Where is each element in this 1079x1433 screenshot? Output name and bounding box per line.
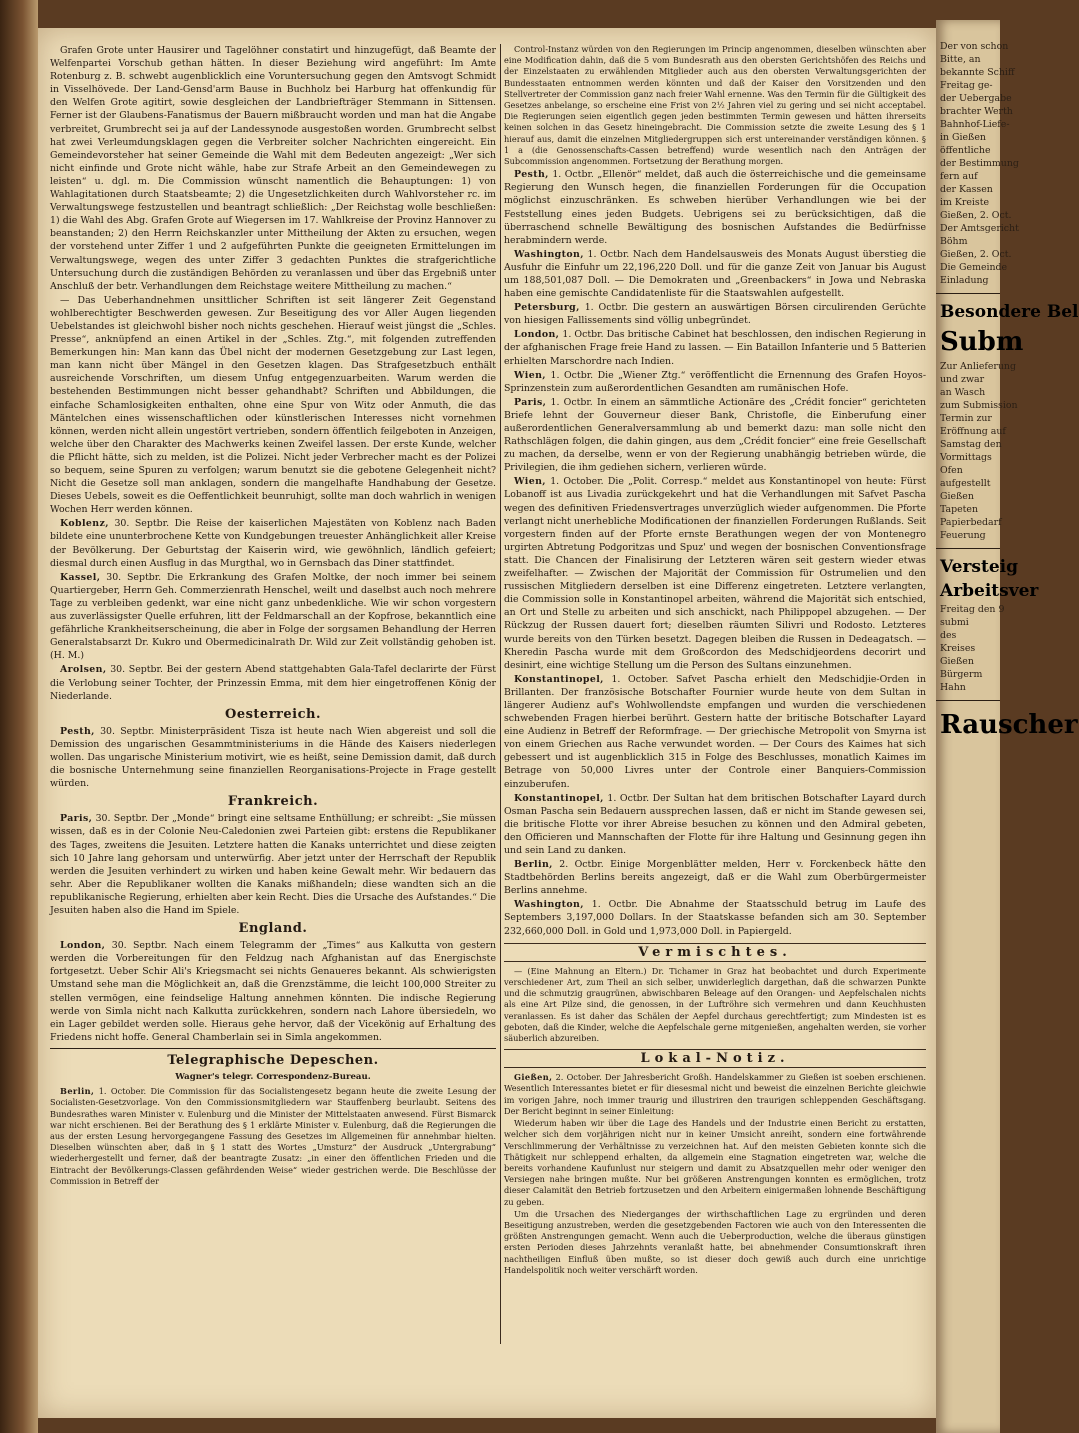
edge-line: des <box>940 630 957 641</box>
left-column <box>50 44 496 1188</box>
heading-vermischtes: Vermischtes. <box>504 943 926 962</box>
edge-line: Bahnhof-Liefe- <box>940 119 1010 130</box>
edge-line: Samstag den <box>940 439 1002 450</box>
article-wien-1 <box>504 369 926 395</box>
place-london: London, <box>60 940 106 952</box>
article-konstantinopel-2 <box>504 792 926 857</box>
article-pesth-1 <box>50 725 496 790</box>
edge-line: Bitte, an <box>940 54 981 65</box>
subheading-bureau: Wagner's telegr. Correspondenz-Bureau. <box>175 1072 371 1083</box>
heading-frankreich: Frankreich. <box>227 794 319 810</box>
edge-line: Der Amtsgericht <box>940 223 1019 234</box>
wien-text: 1. October. Die „Polit. Corresp.“ meldet aus Konstantinopel von heute: Fürst Lobanoff ist aus Livadia zurückgekehrt und hat die Verhandlungen mit Safvet Pascha wegen des definitiven Friedensvertrages unverzüglich wieder aufgenommen. Die Pforte verlangt nicht unerhebliche Modificationen der finanziellen Forderungen Rußlands. Seit vorgestern finden auf der Pforte ernste Berathungen wegen der von Montenegro urgirten Abtretung Podgoritzas und Spuz' und wegen der bosnischen Conventionsfrage statt. Die Chancen der Finalisirung der Letzteren wären seit gestern wieder etwas zweifelhafter. — Zwischen der Majorität der Commission für Ostrumelien und den russischen Mitgliedern derselben ist eine Differenz eingetreten. Letztere verlangten, die Commission solle in Konstantinopel arbeiten, während die Majorität sich entschied, an Ort und Stelle zu arbeiten und sich anschickt, nach Philippopel abzugehen. — Der Rückzug der Russen dauert fort; dieselben räumten Silivri und Rodosto. Letzteres wurde bereits von den Türken besetzt. Dagegen bleiben die Russen in Dedeagatsch. — Kheredin Pascha wurde mit dem Großcordon des Medschidjeordens decorirt und desinirt, eine wichtige Stellung um die Person des Sultans einzunehmen. <box>504 476 927 671</box>
edge-line: der Kassen <box>940 184 993 195</box>
berlin-text: 1. October. Die Commission für das Socialistengesetz begann heute die zweite Lesung der Socialisten-Gesetzvorlage. Von den Commissionsmitgliedern war Stauffenberg beurlaubt. Seitens des Bundesrathes waren Minister v. Eulenburg und die Minister der Mittelstaaten anwesend. Fürst Bismarck war nicht erschienen. Bei der Berathung des § 1 erklärte Minister v. Eulenburg, daß die Regierungen die aus der ersten Lesung hervorgegangene Fassung des Gesetzes im Allgemeinen für annehmbar hielten. Dieselben wünschten aber, daß in § 1 statt des Wortes „Umsturz“ der Ausdruck „Untergrabung“ wiederhergestellt und ferner, daß der beantragte Zusatz: „in einer den öffentlichen Frieden und die Eintracht der Bevölkerungs-Classen gefährdenden Weise“ wieder gestrichen werde. Die Beschlüsse der Commission in Betreff der <box>50 1086 496 1186</box>
next-page-edge <box>936 20 1079 1433</box>
place-pesth: Pesth, <box>514 169 549 181</box>
edge-line: bekannte Schiff <box>940 67 1015 78</box>
paris-text: 30. Septbr. Der „Monde“ bringt eine seltsame Enthüllung; er schreibt: „Sie müssen wissen, daß es in der Colonie Neu-Caledonien zwei Parteien gibt: erstens die Republikaner des Tages, zweitens die Jesuiten. Letztere hatten die Kanaks unterrichtet und diese zeigten sich 10 Jahre lang gehorsam und unterwürfig. Aber jetzt unter der Herrschaft der Republik werden die Jesuiten verhindert zu wirken und haben keine Gewalt mehr. Wir bedauern das sehr. Aber die Republikaner wollten die Kanaks mißhandeln; diese wandten sich an die republikanische Regierung, erhielten aber kein Recht. Dies die Ursache des Aufstandes.“ Die Jesuiten haben also die Hand im Spiele. <box>50 813 496 916</box>
edge-line: brachter Werth <box>940 106 1013 117</box>
article-paris-1 <box>50 812 496 917</box>
edge-line: Freitag den 9 <box>940 604 1005 615</box>
arolsen-text: 30. Septbr. Bei der gestern Abend stattgehabten Gala-Tafel declarirte der Fürst die Verlobung seiner Tochter, der Prinzessin Emma, mit dem hier eingetroffenen König der Niederlande. <box>50 664 496 702</box>
article-vermischtes: — (Eine Mahnung an Eltern.) Dr. Tichamer in Graz hat beobachtet und durch Experimente verschiedener Art, zum Theil an sich selber, unwiderleglich dargethan, daß die schwarzen Punkte und die schmutzig graugrünen, abwischbaren Beleage auf den Orangen- und Aepfelschalen nichts als eine Art Pilze sind, die genossen, in der Luftröhre sich vermehren und dann Keuchhusten veranlassen. Es ist daher das Schälen der Aepfel durchaus gerechtfertigt; zum Mindesten ist es geboten, daß die Kinder, welche die Aepfelschale gerne mitgenießen, angehalten werden, sie vorher säuberlich abzureiben. <box>504 965 926 1043</box>
right-column <box>504 44 926 1277</box>
edge-line: der Bestimmung <box>940 158 1019 169</box>
place-paris: Paris, <box>514 396 547 408</box>
london-text: 30. Septbr. Nach einem Telegramm der „Times“ aus Kalkutta von gestern werden die Vorbereitungen für den Feldzug nach Afghanistan auf das Energischste fortgesetzt. Ueber Schir Ali's Kriegsmacht sei nichts Genaueres bekannt. Als schwierigsten Umstand sehe man die Möglichkeit an, daß die Grenzstämme, die leicht 100,000 Streiter zu stellen vermögen, eine feindselige Haltung annehmen könnten. Die indische Regierung werde von Simla nicht nach Kalkutta zurückkehren, sondern nach Lahore übersiedeln, wo ein Lager gebildet werden solle. Hieraus gehe hervor, daß der Vicekönig auf Erhaltung des Friedens nicht hoffe. General Chamberlain sei in Simla angekommen. <box>50 940 496 1043</box>
giessen-text: 2. October. Der Jahresbericht Großh. Handelskammer zu Gießen ist soeben erschienen. Wesentlich Interessantes bietet er für diesesmal nicht und beweist die einzelnen Berichte gleichwie im vorigen Jahre, noch immer traurig und illustriren den traurigen schleppenden Geschäftsgang. Der Bericht beginnt in seiner Einleitung: <box>504 1072 926 1116</box>
article-grote: Grafen Grote unter Hausirer und Tagelöhner constatirt und hinzugefügt, daß Beamte der Welfenpartei Vorschub gethan hätten. In dieser Beziehung wird angeführt: Im Amte Rotenburg z. B. schwebt augenblicklich eine Voruntersuchung gegen den Amtsvogt Schmidt in Visselhövede. Der Land-Gensd'arm Bause in Buchholz bei Harburg hat offenkundig für den Welfen Grote agitirt, sowie desgleichen der Landbriefträger Stemmann in Sittensen. Ferner ist der Glaubens-Fanatismus der Bauern mißbraucht worden und man hat die Angabe verbreitet, Grumbrecht sei ja auf der Landessynode ausgestoßen worden. Grumbrecht selbst hat zwei Verleumdungsklagen gegen die Verbreiter solcher Nachrichten eingereicht. Ein Gemeindevorsteher hat seiner Gemeinde die Wahl mit dem Bedeuten angezeigt: „Wer sich nicht einfinde und Grote nicht wähle, habe zur Strafe Arbeit an den Gemeindewegen zu leisten“ u. dgl. m. Die Commission wünscht namentlich die Behauptungen: 1) von Wahlagitationen durch Staatsbeamte; 2) die Ungesetzlichkeiten durch Wahlvorsteher rc. im Verwaltungswege festzustellen und beantragt schließlich: „Der Reichstag wolle beschließen: 1) die Wahl des Abg. Grafen Grote auf Wiegersen im 17. Wahlkreise der Provinz Hannover zu beanstanden; 2) den Herrn Reichskanzler unter Mittheilung der Akten zu ersuchen, wegen der vorstehend unter Ziffer 1 und 2 aufgeführten Punkte die geeigneten Ermittelungen im Verwaltungswege, wegen des unter Ziffer 3 gedachten Punktes die strafgerichtliche Untersuchung durch die zuständigen Behörden zu veranlassen und über das Ergebniß unter Anschluß der betr. Verhandlungen dem Reichstage weitere Mittheilung zu machen.“ <box>50 45 496 292</box>
edge-line: Feuerung <box>940 530 986 541</box>
article-london-2 <box>504 328 926 367</box>
edge-line: Zur Anlieferung <box>940 361 1016 372</box>
edge-line: Eröffnung auf <box>940 426 1006 437</box>
koblenz-text: 30. Septbr. Die Reise der kaiserlichen Majestäten von Koblenz nach Baden bildete eine ununterbrochene Kette von Kundgebungen treuester Anhänglichkeit aller Kreise der Bevölkerung. Der Geburtstag der Kaiserin wird, wie gewöhnlich, ländlich gefeiert; diesmal durch einen Ausflug in das Murgthal, wo in Gernsbach das Diner stattfindet. <box>50 518 496 569</box>
place-wien: Wien, <box>514 476 546 488</box>
edge-line: Termin zur <box>940 413 992 424</box>
edge-line: Gießen <box>940 656 974 667</box>
edge-line: der Uebergabe <box>940 93 1012 104</box>
column-rule <box>500 44 501 1344</box>
place-petersburg: Petersburg, <box>514 302 580 314</box>
edge-divider <box>936 548 1000 549</box>
place-kassel: Kassel, <box>60 571 101 583</box>
article-konstantinopel-1 <box>504 673 926 791</box>
konstantinopel-text: 1. October. Safvet Pascha erhielt den Medschidjie-Orden in Brillanten. Der französische Botschafter Fournier wurde heute von dem Sultan in längerer Audienz auf's Wohlwollendste empfangen und wurden die verschiedenen schwebenden Fragen hierbei berührt. Gestern hatte der britische Botschafter Layard eine Audienz in Betreff der Reformfrage. — Der griechische Metropolit von Smyrna ist von einem Griechen aus Rache verwundet worden. — Der Cours des Kaimes hat sich gebessert und ist augenblicklich 315 in Folge des Beschlusses, monatlich Kaimes im Betrage von 50,000 Livres unter der Controle einer Banquiers-Commission einzuberufen. <box>504 673 926 790</box>
giessen-quote: Wiederum haben wir über die Lage des Handels und der Industrie einen Bericht zu erstatten, welcher sich dem vorjährigen nicht nur in keiner Umsicht anreiht, sondern eine fortwährende Verschlimmerung der Verhältnisse zu verzeichnen hat. Auf den meisten Gebieten konnte sich die Thätigkeit nur schleppend erhalten, da allgemein eine Stagnation eingetreten war, welche die bereits vorhandene Kaufunlust nur steigern und damit zu Absatzquellen mehr oder weniger den Versiegen nahe bringen mußte. Nur bei größeren Anstrengungen konnten es ermöglichen, trotz dieser Calamität den Betrieb fortzusetzen und den Arbeitern einigermaßen lohnende Beschäftigung zu geben. <box>504 1118 926 1207</box>
article-paris-2 <box>504 396 926 475</box>
edge-line: Böhm <box>940 236 968 247</box>
article-washington-1 <box>504 248 926 300</box>
place-konstantinopel: Konstantinopel, <box>514 792 604 804</box>
pesth-text: 1. Octbr. „Ellenör“ meldet, daß auch die österreichische und die gemeinsame Regierung den Wunsch hegen, die finanziellen Forderungen für die Occupation möglichst einzuschränken. Es schweben hierüber Verhandlungen wie bei der Feststellung eines jeden Budgets. Uebrigens sei zu berücksichtigen, daß die überraschend schnelle Bewältigung des bosnischen Aufstandes die Bedürfnisse herabmindern werde. <box>504 169 926 246</box>
edge-line: Bürgerm <box>940 669 983 680</box>
book-spine <box>0 0 38 1433</box>
article-berlin-1 <box>50 1086 496 1187</box>
london-text: 1. Octbr. Das britische Cabinet hat beschlossen, den indischen Regierung in der afghanischen Frage freie Hand zu lassen. — Ein Bataillon Infanterie und 5 Batterien erhielten Marschordre nach Indien. <box>504 329 926 367</box>
edge-line: Der von schon <box>940 41 1009 52</box>
edge-heading-besondere: Besondere Bel <box>940 302 1079 322</box>
heading-telegraphisch: Telegraphische Depeschen. <box>167 1052 379 1068</box>
berlin-text: 2. Octbr. Einige Morgenblätter melden, Herr v. Forckenbeck hätte den Stadtbehörden Berlins bereits angezeigt, daß er die Wahl zum Oberbürgermeister Berlins annehme. <box>504 859 927 897</box>
edge-line: im Kreiste <box>940 197 990 208</box>
place-berlin: Berlin, <box>514 859 553 871</box>
place-konstantinopel: Konstantinopel, <box>514 673 604 685</box>
article-wien-2 <box>504 475 926 671</box>
edge-heading-arbeitsvergebung: Arbeitsver <box>940 581 1039 601</box>
edge-line: Tapeten <box>940 504 979 515</box>
edge-line: Die Gemeinde <box>940 262 1008 273</box>
edge-divider <box>936 700 1000 701</box>
place-pesth: Pesth, <box>60 725 95 737</box>
place-washington: Washington, <box>514 248 584 260</box>
edge-line: submi <box>940 617 969 628</box>
article-petersburg <box>504 301 926 327</box>
edge-line: an Wasch <box>940 387 986 398</box>
edge-text-bottom <box>936 603 1005 694</box>
edge-line: Gießen, 2. Oct. <box>940 249 1012 260</box>
article-giessen <box>504 1072 926 1117</box>
edge-line: in Gießen <box>940 132 986 143</box>
place-arolsen: Arolsen, <box>60 664 107 676</box>
place-washington: Washington, <box>514 899 584 911</box>
article-berlin-2 <box>504 858 926 897</box>
article-washington-2 <box>504 898 926 937</box>
pesth-text: 30. Septbr. Ministerpräsident Tisza ist heute nach Wien abgereist und soll die Demission des ungarischen Gesammtministeriums in die Hände des Kaisers niederlegen wollen. Das ungarische Ministerium motivirt, wie es heißt, seine Demission damit, daß durch die bosnische Unternehmung seine finanziellen Reorganisations-Projecte in Frage gestellt würden. <box>50 725 496 790</box>
edge-text-top <box>936 40 1019 287</box>
edge-line: Freitag ge- <box>940 80 993 91</box>
article-koblenz <box>50 517 496 569</box>
place-koblenz: Koblenz, <box>60 518 109 530</box>
heading-england: England. <box>238 921 308 937</box>
edge-heading-versteigerung: Versteig <box>940 557 1018 577</box>
edge-line: zum Submission <box>940 400 1018 411</box>
place-paris: Paris, <box>60 813 93 825</box>
article-pesth-2 <box>504 168 926 247</box>
place-berlin: Berlin, <box>60 1086 95 1097</box>
edge-line: öffentliche <box>940 145 991 156</box>
edge-line: Kreises <box>940 643 976 654</box>
edge-line: Einladung <box>940 275 989 286</box>
kassel-text: 30. Septbr. Die Erkrankung des Grafen Moltke, der noch immer bei seinem Quartiergeber, Herrn Geh. Commerzienrath Henschel, weilt und daselbst auch noch mehrere Tage zu verbleiben gedenkt, war eine nicht ganz unbedenkliche. Wie wir schon vorgestern aus zuverlässigster Quelle erfuhren, litt der Feldmarschall an der Kopfrose, bekanntlich eine gefährliche Krankheitserscheinung, die aber in Folge der sorgsamen Behandlung der Herren Generalstabsarzt Dr. Kukro und Obermedicinalrath Dr. Wild zur Zeit vollständig gehoben ist. (H. M.) <box>50 571 496 662</box>
washington-text: 1. Octbr. Nach dem Handelsausweis des Monats August überstieg die Ausfuhr die Einfuhr um 22,196,220 Doll. und für die ganze Zeit von Januar bis August um 188,501,087 Doll. — Die Demokraten und „Greenbackers“ in Jowa und Nebraska haben eine gemischte Candidatenliste für die Staatswahlen aufgestellt. <box>504 248 926 300</box>
article-control-instanz: Control-Instanz würden von den Regierungen im Princip angenommen, dieselben wünschten aber eine Modification dahin, daß die 5 vom Bundesrath aus den obersten Gerichtshöfen des Reichs und der Einzelstaaten zu erwählenden Mitglieder auch aus den obersten Verwaltungsgerichten der Bundesstaaten entnommen werden könnten und daß der Kaiser den Vorsitzenden und den Stellvertreter der Commission ganz nach freier Wahl ernenne. Was den Termin für die Gültigkeit des Gesetzes anbelange, so erscheine eine Frist von 2½ Jahren viel zu gering und sei nicht acceptabel. Die Regierungen seien eigentlich gegen jeden bestimmten Termin gewesen und hätten ihrerseits keinen solchen in das Gesetz hineingebracht. Die Commission setzte die zweite Lesung des § 1 hierauf aus, damit die einzelnen Mitgliedergruppen sich erst untereinander verständigen können. § 1 a (die Genossenschafts-Cassen betreffend) wurde wesentlich nach den Anträgen der Subcommission angenommen. Fortsetzung der Berathung morgen. <box>504 44 926 167</box>
wien-text: 1. Octbr. Die „Wiener Ztg.“ veröffentlicht die Ernennung des Grafen Hoyos-Sprinzenstein zum außerordentlichen Gesandten am rumänischen Hofe. <box>504 369 926 394</box>
paris-text: 1. Octbr. In einem an sämmtliche Actionäre des „Crédit foncier“ gerichteten Briefe lehnt der Gouverneur dieser Bank, Christofle, die Einberufung einer außerordentlichen Generalversammlung ab und bemerkt dazu: man solle nicht den Rathschlägen folgen, die dahin gingen, aus dem „Crédit foncier“ eine freie Gesellschaft zu machen, da derselbe, wenn er von der Regierung unabhängig betrieben würde, die Privilegien, die ihm gediehen sichern, verlieren würde. <box>504 396 926 474</box>
edge-line: und zwar <box>940 374 985 385</box>
place-wien: Wien, <box>514 369 546 381</box>
edge-line: fern auf <box>940 171 978 182</box>
edge-heading-rauscher: Rauscher <box>940 710 1078 740</box>
washington-text: 1. Octbr. Die Abnahme der Staatsschuld betrug im Laufe des Septembers 3,197,000 Dollars. In der Staatskasse befanden sich am 30. September 232,660,000 Doll. in Gold und 1,973,000 Doll. in Papiergeld. <box>504 899 926 937</box>
edge-text-middle <box>936 360 1018 542</box>
konstantinopel-text: 1. Octbr. Der Sultan hat dem britischen Botschafter Layard durch Osman Pascha sein Bedauern aussprechen lassen, daß er nicht im Stande gewesen sei, die britische Flotte vor ihrer Abreise besuchen zu können und den Admiral gebeten, den Officieren und Mannschaften der Flotte für ihre Haltung und Gesinnung gegen ihn und sein Land zu danken. <box>504 792 926 857</box>
edge-line: Vormittags <box>940 452 992 463</box>
heading-oesterreich: Oesterreich. <box>225 706 321 722</box>
article-schund: — Das Ueberhandnehmen unsittlicher Schriften ist seit längerer Zeit Gegenstand wohlberechtigter Beschwerden gewesen. Zur Beseitigung des vor Aller Augen liegenden Uebelstandes ist gleichwohl bisher noch nichts geschehen. Hierauf weist jüngst die „Schles. Presse“, anknüpfend an einen Artikel in der „Schles. Ztg.“, mit folgenden zutreffenden Bemerkungen hin: Man kann das Übel nicht der modernen Gesetzgebung zur Last legen, man kann nicht über Mängel in den Gesetzen klagen. Das Strafgesetzbuch enthält ausreichende Vorschriften, um diesem Unfug entgegenzuarbeiten. Warum werden die bestehenden Bestimmungen nicht besser gehandhabt? Schriften und Abbildungen, die einfache Schamlosigkeiten enthalten, ohne eine Spur von Witz oder Anmuth, die das Mäntelchen eines wissenschaftlichen oder künstlerischen Interesses nicht vornehmen können, werden nicht allein ungestört vertrieben, sondern öffentlich feilgeboten in Anzeigen, welche über den Charakter des Machwerks keinen Zweifel lassen. Der erste Kunde, welcher die Pflicht hätte, sich zu melden, ist die Polizei. Nicht jeder Verbrecher macht es der Polizei so bequem, seine Spuren zu verfolgen; warum benutzt sie die gebotene Gelegenheit nicht? Nicht die Gesetze soll man anklagen, sondern die mangelhafte Handhabung der Gesetze. Dieses Uebels, soweit es die Oeffentlichkeit beunruhigt, sollte man doch wahrlich in wenigen Wochen Herr werden können. <box>50 294 496 516</box>
article-kassel <box>50 571 496 663</box>
edge-line: aufgestellt <box>940 478 991 489</box>
edge-line: Gießen <box>940 491 974 502</box>
petersburg-text: 1. Octbr. Die gestern an auswärtigen Börsen circulirenden Gerüchte von hiesigen Fallissements sind völlig unbegründet. <box>504 302 927 327</box>
edge-heading-submission: Subm <box>940 327 1024 357</box>
article-arolsen <box>50 663 496 702</box>
edge-line: Ofen <box>940 465 963 476</box>
giessen-conclusion: Um die Ursachen des Niederganges der wirthschaftlichen Lage zu ergründen und deren Beseitigung anzustreben, werden die gesetzgebenden Factoren wie auch von den Interessenten die größten Anstrengungen gemacht. Wenn auch die Ueberproduction, welche die überaus günstigen ersten Perioden dieses Jahrzehnts veranlaßt hatte, bei abnehmender Consumtionskraft ihren nachtheiligen Einfluß üben mußte, so ist dieser doch gewiß auch durch eine unrichtige Handelspolitik noch weiter verschärft worden. <box>504 1208 926 1275</box>
edge-line: Gießen, 2. Oct. <box>940 210 1012 221</box>
edge-line: Papierbedarf <box>940 517 1002 528</box>
divider-line <box>50 1048 496 1049</box>
edge-line: Hahn <box>940 682 966 693</box>
article-london-1 <box>50 939 496 1044</box>
place-london: London, <box>514 329 560 341</box>
place-giessen: Gießen, <box>514 1072 553 1083</box>
heading-lokal-notiz: Lokal-Notiz. <box>504 1049 926 1068</box>
edge-divider <box>936 293 1000 294</box>
